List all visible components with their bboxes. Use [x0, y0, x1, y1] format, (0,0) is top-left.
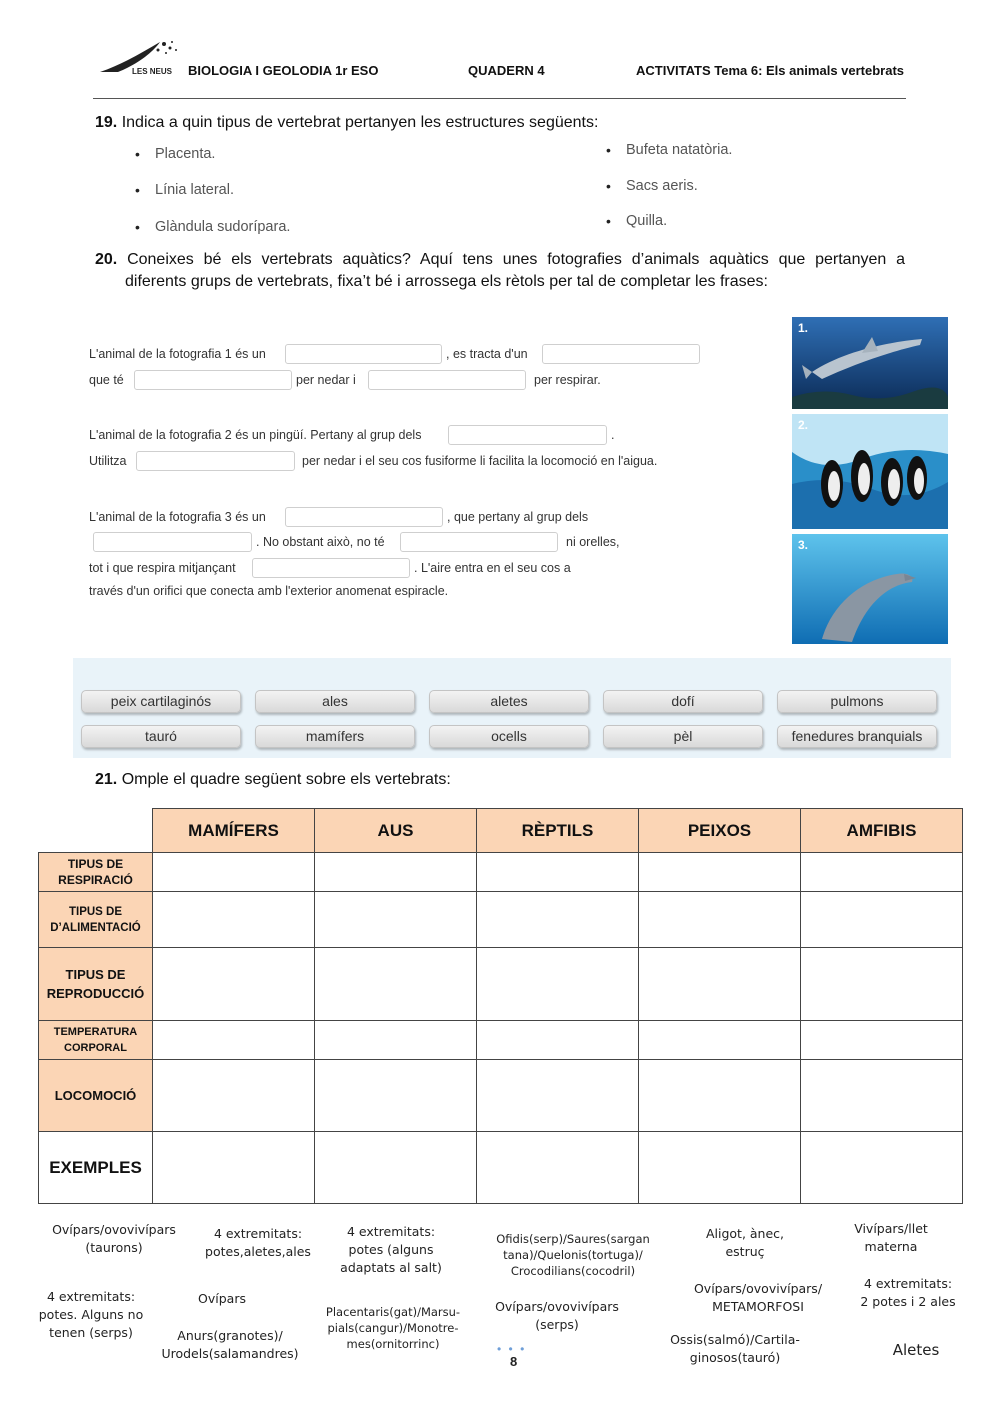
table-cell[interactable] — [315, 1060, 477, 1132]
structure-item: • Placenta. — [155, 146, 215, 162]
drop-slot[interactable] — [136, 451, 295, 471]
table-cell[interactable] — [477, 1132, 639, 1204]
structure-item: • Glàndula sudorípara. — [155, 219, 290, 235]
row-header: TIPUS DE RESPIRACIÓ — [39, 853, 153, 892]
answer-label[interactable]: Placentaris(gat)/Marsu- pials(cangur)/Monotre- mes(ornitorrinc) — [325, 1305, 461, 1351]
answer-label[interactable]: Ovípars/ovovivípars (serps) — [495, 1299, 619, 1332]
page-number: 8 — [510, 1354, 518, 1369]
drop-slot[interactable] — [400, 532, 558, 552]
table-cell[interactable] — [801, 1132, 963, 1204]
vertebrates-table — [38, 808, 963, 1204]
question-21 — [95, 769, 451, 791]
drop-slot[interactable] — [285, 344, 442, 364]
table-cell[interactable] — [639, 1132, 801, 1204]
table-cell[interactable] — [315, 1021, 477, 1060]
table-cell[interactable] — [477, 892, 639, 948]
photo-number: 3. — [798, 538, 809, 552]
fill-text: L'animal de la fotografia 2 és un pingüí. Pertany al grup dels — [89, 428, 422, 442]
penguins-photo — [792, 414, 948, 529]
table-cell[interactable] — [801, 948, 963, 1021]
table-cell[interactable] — [315, 853, 477, 892]
table-corner — [39, 809, 153, 853]
table-cell[interactable] — [477, 1060, 639, 1132]
drop-slot[interactable] — [368, 370, 526, 390]
question-21-text: Omple el quadre següent sobre els vertebrats: — [121, 771, 451, 788]
answer-label[interactable]: Ovípars — [198, 1291, 246, 1306]
table-cell[interactable] — [801, 1021, 963, 1060]
drop-slot[interactable] — [285, 507, 443, 527]
word-chip[interactable]: mamífers — [255, 725, 415, 748]
word-chip[interactable]: ocells — [429, 725, 589, 748]
fill-text: per nedar i — [296, 373, 356, 387]
fill-text: per nedar i el seu cos fusiforme li facilita la locomoció en l'aigua. — [302, 454, 658, 468]
row-header: LOCOMOCIÓ — [39, 1060, 153, 1132]
column-header: MAMÍFERS — [153, 809, 315, 853]
svg-text:LES NEUS: LES NEUS — [132, 67, 173, 76]
table-cell[interactable] — [153, 1060, 315, 1132]
fill-text: Utilitza — [89, 454, 127, 468]
drop-slot[interactable] — [252, 558, 410, 578]
answer-label[interactable]: Ovípars/ovovivípars (taurons) — [52, 1222, 176, 1255]
question-19-number: 19. — [95, 114, 118, 131]
table-cell[interactable] — [315, 892, 477, 948]
word-chip[interactable]: pulmons — [777, 690, 937, 713]
word-chip[interactable]: aletes — [429, 690, 589, 713]
word-chip[interactable]: peix cartilaginós — [81, 690, 241, 713]
header-activity: ACTIVITATS Tema 6: Els animals vertebrats — [636, 63, 905, 78]
drop-slot[interactable] — [93, 532, 252, 552]
structure-item: • Bufeta natatòria. — [626, 142, 732, 158]
table-cell[interactable] — [477, 853, 639, 892]
fill-text: , es tracta d'un — [446, 347, 528, 361]
question-21-number: 21. — [95, 771, 118, 788]
drop-slot[interactable] — [448, 425, 607, 445]
dolphin-photo — [792, 534, 948, 644]
answer-label[interactable]: 4 extremitats: potes. Alguns no tenen (serps) — [38, 1289, 144, 1340]
word-chip[interactable]: ales — [255, 690, 415, 713]
structure-item: • Línia lateral. — [155, 182, 234, 198]
fill-text: través d'un orifici que conecta amb l'exterior anomenat espiracle. — [89, 584, 449, 598]
answer-label[interactable]: 4 extremitats: potes (alguns adaptats al salt) — [340, 1224, 442, 1275]
row-header: EXEMPLES — [39, 1132, 153, 1204]
shark-photo — [792, 317, 948, 409]
drop-slot[interactable] — [542, 344, 700, 364]
structure-item: • Quilla. — [626, 213, 667, 229]
page-dots: • • • — [497, 1342, 527, 1356]
photo-number: 2. — [798, 418, 809, 432]
header-notebook: QUADERN 4 — [468, 63, 545, 78]
photo-number: 1. — [798, 321, 809, 335]
table-cell[interactable] — [153, 1021, 315, 1060]
table-cell[interactable] — [639, 853, 801, 892]
question-19 — [95, 112, 598, 134]
question-20-text-line1: Coneixes bé els vertebrats aquàtics? Aquí tens unes fotografies d’animals aquàtics que pertanyen a — [127, 251, 905, 268]
fill-text: . No obstant això, no té — [256, 535, 385, 549]
fill-text: tot i que respira mitjançant — [89, 561, 236, 575]
table-cell[interactable] — [153, 948, 315, 1021]
table-cell[interactable] — [639, 892, 801, 948]
row-header: TIPUS DE REPRODUCCIÓ — [39, 948, 153, 1021]
question-20-text-line2: diferents grups de vertebrats, fixa’t bé i arrossega els rètols per tal de completar les frases: — [125, 273, 768, 290]
table-cell[interactable] — [153, 853, 315, 892]
table-cell[interactable] — [315, 948, 477, 1021]
header-divider — [93, 98, 906, 99]
question-20 — [95, 249, 905, 271]
answer-label[interactable]: Ovípars/ovovivípars/ METAMORFOSI — [693, 1281, 823, 1314]
answer-label[interactable]: 4 extremitats: 2 potes i 2 ales — [860, 1276, 956, 1309]
table-cell[interactable] — [153, 892, 315, 948]
answer-label[interactable]: Aligot, ànec, estruç — [705, 1226, 785, 1259]
word-chip[interactable]: fenedures branquials — [777, 725, 937, 748]
answer-label[interactable]: Anurs(granotes)/ Urodels(salamandres) — [161, 1328, 299, 1361]
table-cell[interactable] — [801, 1060, 963, 1132]
word-chip[interactable]: pèl — [603, 725, 763, 748]
table-cell[interactable] — [477, 948, 639, 1021]
fill-text: . L'aire entra en el seu cos a — [414, 561, 571, 575]
table-cell[interactable] — [477, 1021, 639, 1060]
table-cell[interactable] — [801, 892, 963, 948]
answer-label[interactable]: Vivípars/llet materna — [854, 1221, 928, 1254]
column-header: AUS — [315, 809, 477, 853]
answer-label[interactable]: Ofidis(serp)/Saures(sargan tana)/Quelonis(tortuga)/ Crocodilians(cocodril) — [496, 1232, 650, 1278]
word-chip[interactable]: tauró — [81, 725, 241, 748]
question-19-text: Indica a quin tipus de vertebrat pertanyen les estructures següents: — [121, 114, 599, 131]
table-cell[interactable] — [315, 1132, 477, 1204]
fill-text: L'animal de la fotografia 3 és un — [89, 510, 266, 524]
answer-label[interactable]: Aletes — [892, 1341, 940, 1359]
column-header: RÈPTILS — [477, 809, 639, 853]
table-cell[interactable] — [639, 1021, 801, 1060]
fill-text: . — [611, 428, 615, 442]
table-cell[interactable] — [639, 1060, 801, 1132]
school-logo — [98, 38, 188, 78]
fill-text: , que pertany al grup dels — [447, 510, 589, 524]
word-chip[interactable]: dofí — [603, 690, 763, 713]
column-header: AMFIBIS — [801, 809, 963, 853]
table-cell[interactable] — [801, 853, 963, 892]
column-header: PEIXOS — [639, 809, 801, 853]
table-cell[interactable] — [153, 1132, 315, 1204]
table-cell[interactable] — [639, 948, 801, 1021]
row-header: TEMPERATURA CORPORAL — [39, 1021, 153, 1060]
fill-text: que té — [89, 373, 124, 387]
fill-text: per respirar. — [534, 373, 601, 387]
header-subject: BIOLOGIA I GEOLODIA 1r ESO — [188, 63, 379, 78]
question-20-number: 20. — [95, 251, 118, 268]
fill-text: ni orelles, — [566, 535, 620, 549]
answer-label[interactable]: 4 extremitats: potes,aletes,ales — [205, 1226, 311, 1259]
fill-text: L'animal de la fotografia 1 és un — [89, 347, 266, 361]
answer-label[interactable]: Ossis(salmó)/Cartila- ginosos(tauró) — [670, 1332, 800, 1365]
drop-slot[interactable] — [134, 370, 292, 390]
row-header: TIPUS DE D’ALIMENTACIÓ — [39, 892, 153, 948]
structure-item: • Sacs aeris. — [626, 178, 698, 194]
